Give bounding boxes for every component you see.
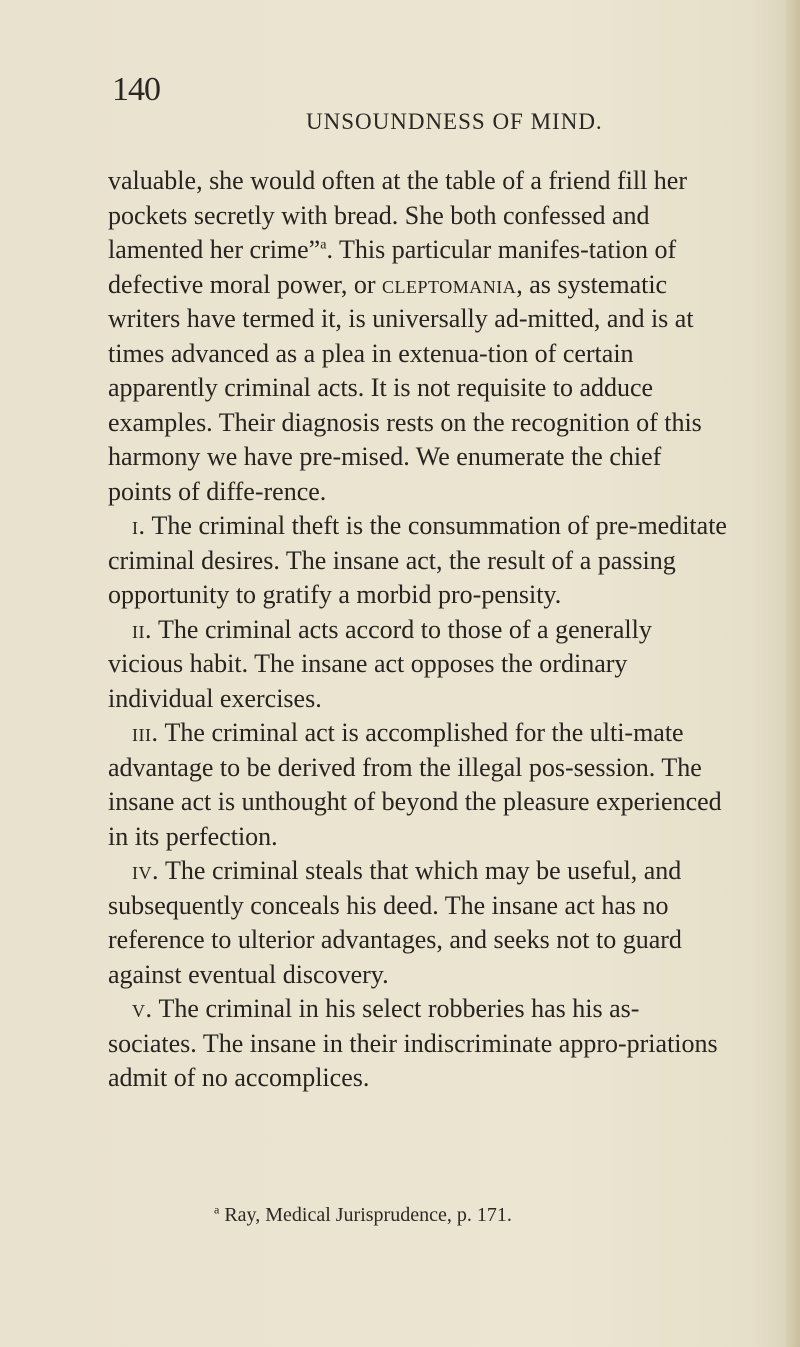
footnote — [214, 1202, 512, 1228]
point-numeral: ii. — [132, 614, 152, 644]
point-4 — [108, 854, 728, 992]
footnote-text: Ray, Medical Jurisprudence, p. 171. — [224, 1204, 512, 1226]
point-text: The criminal act is accomplished for the ulti-mate advantage to be derived from the illegal pos-session. The insane act is unthought of beyond the pleasure experienced in its perfection. — [108, 718, 722, 851]
point-numeral: v. — [132, 994, 153, 1023]
point-3 — [108, 716, 728, 854]
footnote-mark: a — [214, 1202, 220, 1217]
point-numeral: iii. — [132, 718, 159, 747]
point-text: The criminal theft is the consummation of pre-meditate criminal desires. The insane act, the result of a passing opportunity to gratify a morbid pro-pensity. — [108, 511, 727, 609]
paragraph-text: valuable, she would often at the table of a friend fill her pockets secretly with bread. She both confessed and lamented her crime” — [108, 166, 688, 264]
point-numeral: i. — [132, 511, 146, 540]
point-numeral: iv. — [132, 856, 159, 885]
running-title: UNSOUNDNESS OF MIND. — [306, 109, 603, 134]
point-1 — [108, 509, 728, 613]
opening-paragraph — [108, 164, 728, 509]
footnote-reference: a — [320, 237, 327, 253]
page-number: 140 — [112, 71, 160, 108]
point-5 — [108, 992, 728, 1096]
point-text: The criminal steals that which may be useful, and subsequently conceals his deed. The insane act has no reference to ulterior advantages, and seeks not to guard against eventual discovery. — [108, 856, 682, 989]
point-2 — [108, 613, 728, 717]
page-edge — [786, 0, 800, 1347]
paragraph-text: . This particular manifes-tation of defective moral power, or — [108, 235, 677, 299]
point-text: The criminal in his select robberies has his as-sociates. The insane in their indiscriminate appro-priations admit of no accomplices. — [108, 994, 718, 1092]
paragraph-text: , as systematic writers have termed it, is universally ad-mitted, and is at times advanced as a plea in extenua-tion of certain apparently criminal acts. It is not requisite to adduce examples. Their diagnosis rests on the recognition of this harmony we have pre-mised. We enumerate the chief points of diffe-rence. — [108, 269, 702, 506]
term-cleptomania: cleptomania — [382, 269, 517, 299]
point-text: The criminal acts accord to those of a generally vicious habit. The insane act opposes the ordinary individual exercises. — [108, 614, 652, 713]
body-text — [108, 164, 728, 1096]
